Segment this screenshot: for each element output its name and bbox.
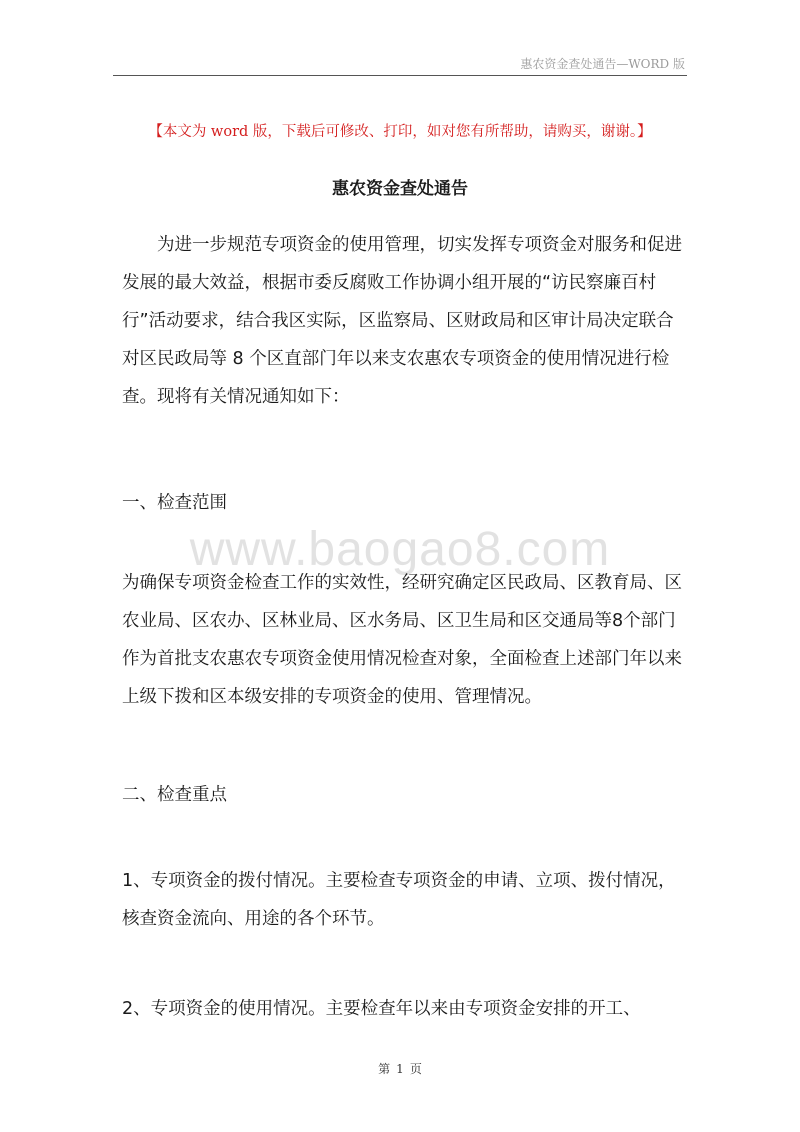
paragraph-scope [122, 564, 687, 716]
paragraph-text: 为确保专项资金检查工作的实效性，经研究确定区民政局、区教育局、区农业局、区农办、区林业局、区水务局、区卫生局和区交通局等8个部门作为首批支农惠农专项资金使用情况检查对象，全面检查上述部门年以来上级下拨和区本级安排的专项资金的使用、管理情况。 [122, 573, 682, 707]
running-header: 惠农资金查处通告—WORD 版 [520, 57, 685, 71]
section-heading-focus [122, 776, 687, 814]
paragraph-text: 1、专项资金的拨付情况。主要检查专项资金的申请、立项、拨付情况，核查资金流向、用途的各个环节。 [122, 871, 676, 929]
page-footer [0, 1060, 800, 1077]
footer-prefix: 第 [378, 1062, 391, 1076]
paragraph-item-1 [122, 862, 687, 938]
notice-banner: 【本文为 word 版，下载后可修改、打印，如对您有所帮助，请购买，谢谢。】 [148, 124, 652, 140]
paragraph-intro [122, 226, 687, 416]
paragraph-item-2 [122, 990, 687, 1028]
heading-text: 二、检查重点 [122, 785, 227, 805]
header-divider [113, 75, 687, 76]
section-heading-scope [122, 484, 687, 522]
footer-suffix: 页 [409, 1062, 422, 1076]
page-number: 1 [396, 1062, 404, 1076]
paragraph-text: 2、专项资金的使用情况。主要检查年以来由专项资金安排的开工、 [122, 999, 641, 1019]
watermark: www.baogao8.com [189, 523, 611, 576]
paragraph-text: 为进一步规范专项资金的使用管理，切实发挥专项资金对服务和促进发展的最大效益，根据市委反腐败工作协调小组开展的“访民察廉百村行”活动要求，结合我区实际，区监察局、区财政局和区审计局决定联合对区民政局等 8 个区直部门年以来支农惠农专项资金的使用情况进行检查。现将有关情况通知如下： [122, 235, 682, 407]
heading-text: 一、检查范围 [122, 493, 227, 513]
document-title: 惠农资金查处通告 [332, 179, 468, 199]
